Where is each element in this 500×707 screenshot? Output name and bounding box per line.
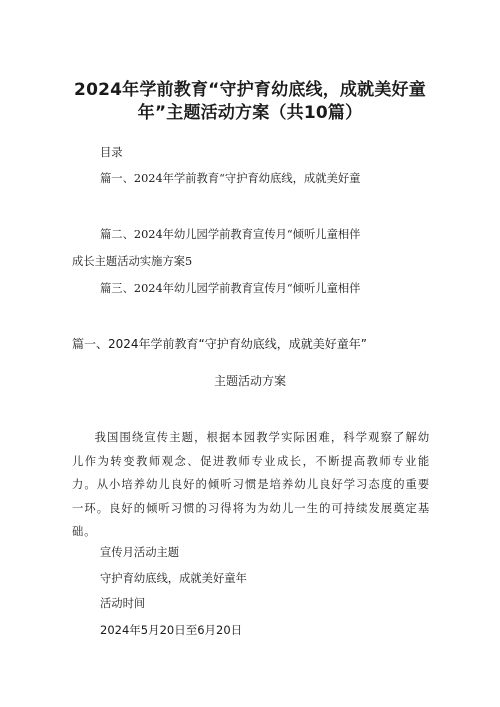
theme-heading: 宣传月活动主题 [100,546,180,559]
toc-entry-continuation[interactable]: 成长主题活动实施方案5 [72,255,193,268]
section-heading: 篇一、2024年学前教育“守护育幼底线，成就美好童年” [72,337,367,351]
activity-dates: 2024年5月20日至6月20日 [100,623,243,637]
section-subtitle: 主题活动方案 [213,374,286,388]
document-title-line2: 年”主题活动方案（共10篇） [137,103,363,123]
time-heading: 活动时间 [100,597,146,610]
toc-entry[interactable]: 篇三、2024年幼儿园学前教育宣传月“倾听儿童相伴 [100,282,361,295]
toc-heading: 目录 [100,146,123,159]
toc-entry[interactable]: 篇一、2024年学前教育“守护育幼底线，成就美好童 [100,172,361,185]
toc-entry[interactable]: 篇二、2024年幼儿园学前教育宣传月“倾听儿童相伴 [100,228,361,241]
body-paragraph: 我国围绕宣传主题，根据本园教学实际困难，科学观察了解幼儿作为转变教师观念、促进教师专业成长，不断提高教师专业能力。从小培养幼儿良好的倾听习惯是培养幼儿良好学习态度的重要一环。良好的倾听习惯的习得将为为幼儿一生的可持续发展奠定基础。 [72,431,430,538]
document-title-line1: 2024年学前教育“守护育幼底线，成就美好童 [74,80,426,100]
theme-text: 守护育幼底线，成就美好童年 [100,572,247,585]
